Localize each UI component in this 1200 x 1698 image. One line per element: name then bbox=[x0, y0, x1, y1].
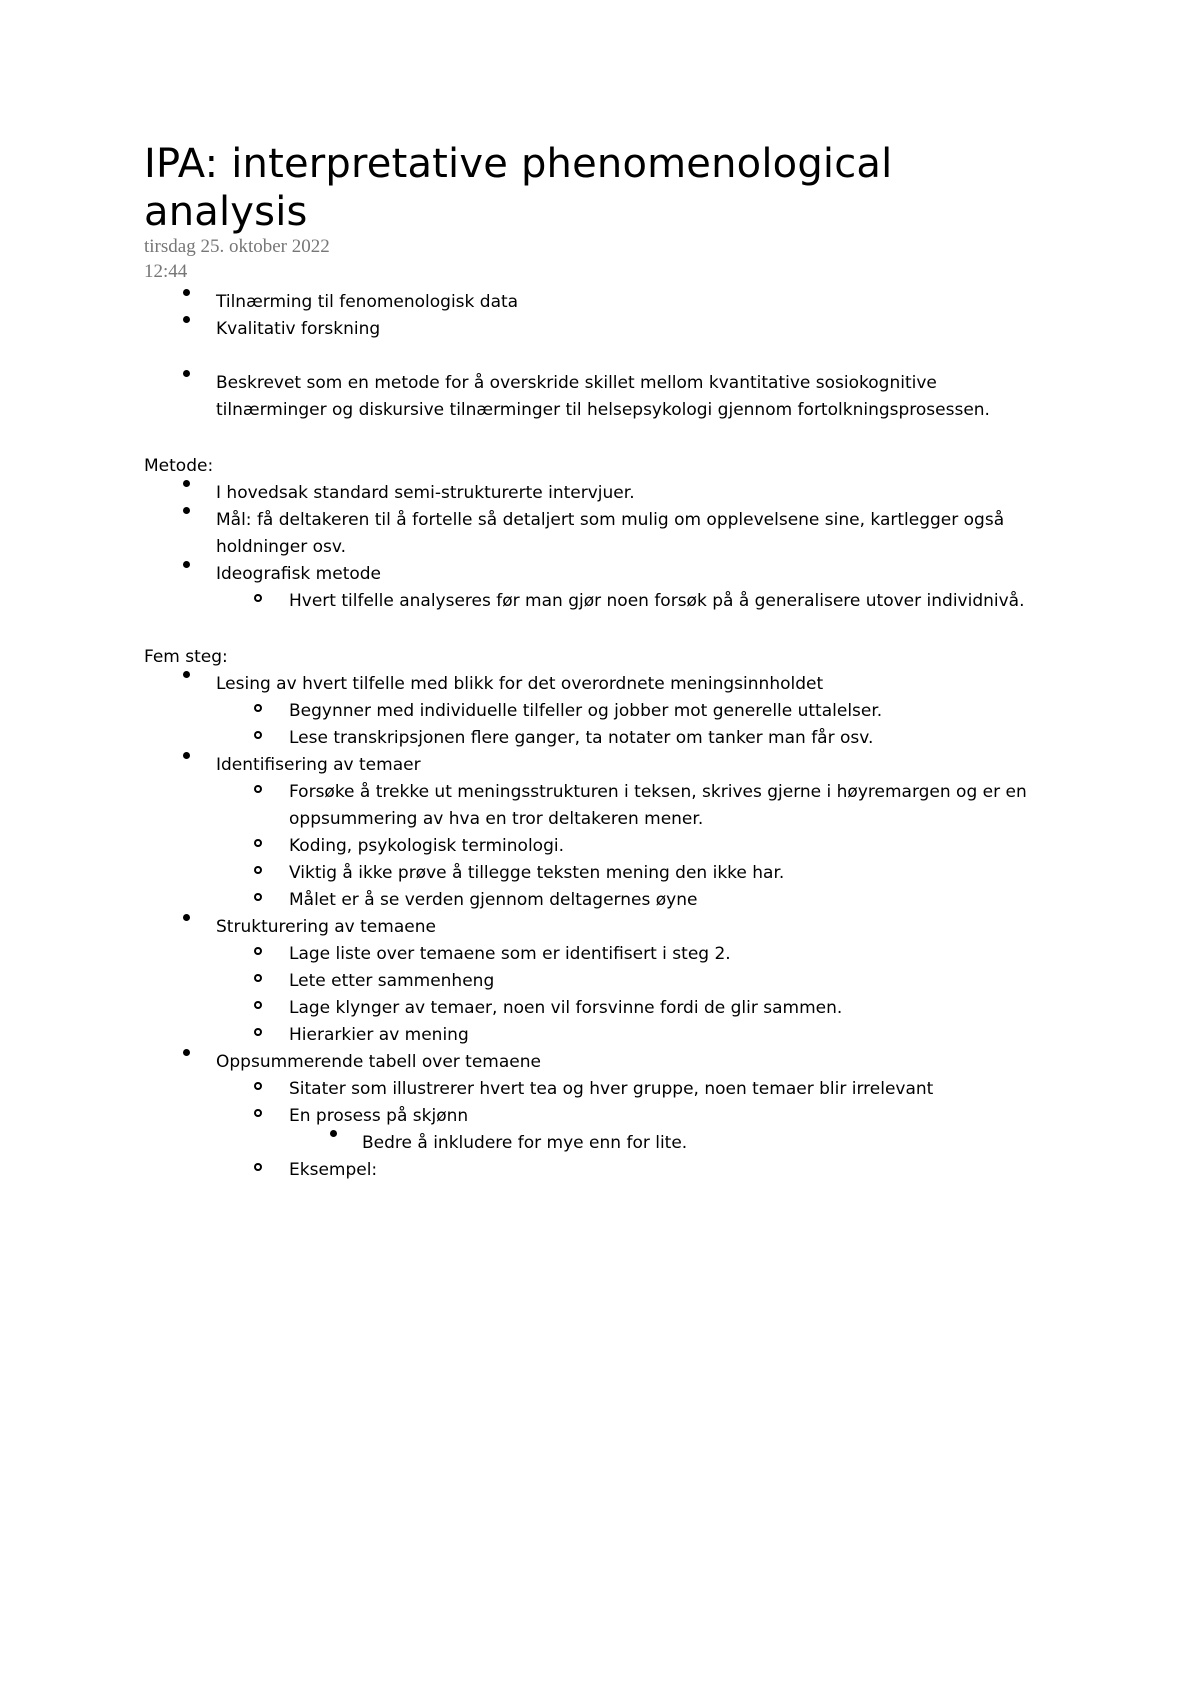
page-title-line-1: IPA: interpretative phenomenological bbox=[144, 141, 893, 187]
circle-bullet-icon bbox=[254, 785, 262, 793]
bullet-icon bbox=[183, 752, 190, 759]
circle-bullet-icon bbox=[254, 974, 262, 982]
circle-bullet-icon bbox=[254, 594, 262, 602]
steg-4: Oppsummerende tabell over temaene bbox=[216, 1052, 541, 1072]
steg-2-d: Målet er å se verden gjennom deltagernes øyne bbox=[289, 890, 698, 910]
steg-heading: Fem steg: bbox=[144, 647, 228, 667]
steg-1-a: Begynner med individuelle tilfeller og jobber mot generelle uttalelser. bbox=[289, 701, 883, 721]
note-date: tirsdag 25. oktober 2022 bbox=[144, 236, 330, 257]
steg-3: Strukturering av temaene bbox=[216, 917, 436, 937]
page-title bbox=[144, 140, 1104, 236]
bullet-icon bbox=[183, 289, 190, 296]
steg-2-a-line-2: oppsummering av hva en tror deltakeren mener. bbox=[289, 809, 704, 829]
steg-2: Identifisering av temaer bbox=[216, 755, 421, 775]
steg-4-c: Eksempel: bbox=[289, 1160, 378, 1180]
bullet-icon bbox=[183, 914, 190, 921]
circle-bullet-icon bbox=[254, 893, 262, 901]
bullet-icon bbox=[183, 370, 190, 377]
circle-bullet-icon bbox=[254, 1028, 262, 1036]
bullet-icon bbox=[330, 1130, 337, 1137]
bullet-icon bbox=[183, 1049, 190, 1056]
metode-heading: Metode: bbox=[144, 456, 214, 476]
circle-bullet-icon bbox=[254, 1001, 262, 1009]
page-title-line-2: analysis bbox=[144, 189, 308, 235]
circle-bullet-icon bbox=[254, 731, 262, 739]
bullet-icon bbox=[183, 507, 190, 514]
circle-bullet-icon bbox=[254, 839, 262, 847]
circle-bullet-icon bbox=[254, 947, 262, 955]
intro-item-1: Tilnærming til fenomenologisk data bbox=[216, 292, 519, 312]
steg-3-b: Lete etter sammenheng bbox=[289, 971, 495, 991]
steg-1-b: Lese transkripsjonen flere ganger, ta notater om tanker man får osv. bbox=[289, 728, 874, 748]
intro-item-3-line-2: tilnærminger og diskursive tilnærminger til helsepsykologi gjennom fortolkningsprosessen. bbox=[216, 400, 990, 420]
intro-item-3-line-1: Beskrevet som en metode for å overskride skillet mellom kvantitative sosiokognitive bbox=[216, 373, 937, 393]
steg-4-b: En prosess på skjønn bbox=[289, 1106, 469, 1126]
metode-item-2-line-1: Mål: få deltakeren til å fortelle så detaljert som mulig om opplevelsene sine, kartlegger også bbox=[216, 510, 1005, 530]
circle-bullet-icon bbox=[254, 1109, 262, 1117]
note-time: 12:44 bbox=[144, 261, 188, 282]
steg-2-a-line-1: Forsøke å trekke ut meningsstrukturen i teksen, skrives gjerne i høyremargen og er en bbox=[289, 782, 1027, 802]
steg-2-b: Koding, psykologisk terminologi. bbox=[289, 836, 564, 856]
metode-item-1: I hovedsak standard semi-strukturerte intervjuer. bbox=[216, 483, 635, 503]
steg-1: Lesing av hvert tilfelle med blikk for det overordnete meningsinnholdet bbox=[216, 674, 824, 694]
circle-bullet-icon bbox=[254, 1163, 262, 1171]
intro-item-2: Kvalitativ forskning bbox=[216, 319, 381, 339]
bullet-icon bbox=[183, 316, 190, 323]
circle-bullet-icon bbox=[254, 704, 262, 712]
bullet-icon bbox=[183, 480, 190, 487]
circle-bullet-icon bbox=[254, 1082, 262, 1090]
bullet-icon bbox=[183, 671, 190, 678]
metode-item-3: Ideografisk metode bbox=[216, 564, 382, 584]
steg-3-d: Hierarkier av mening bbox=[289, 1025, 469, 1045]
circle-bullet-icon bbox=[254, 866, 262, 874]
steg-3-a: Lage liste over temaene som er identifisert i steg 2. bbox=[289, 944, 731, 964]
steg-2-c: Viktig å ikke prøve å tillegge teksten mening den ikke har. bbox=[289, 863, 785, 883]
bullet-icon bbox=[183, 561, 190, 568]
metode-item-2-line-2: holdninger osv. bbox=[216, 537, 347, 557]
steg-3-c: Lage klynger av temaer, noen vil forsvinne fordi de glir sammen. bbox=[289, 998, 843, 1018]
steg-4-b-i: Bedre å inkludere for mye enn for lite. bbox=[362, 1133, 688, 1153]
metode-item-3-sub-1: Hvert tilfelle analyseres før man gjør noen forsøk på å generalisere utover individnivå. bbox=[289, 591, 1025, 611]
steg-4-a: Sitater som illustrerer hvert tea og hver gruppe, noen temaer blir irrelevant bbox=[289, 1079, 934, 1099]
